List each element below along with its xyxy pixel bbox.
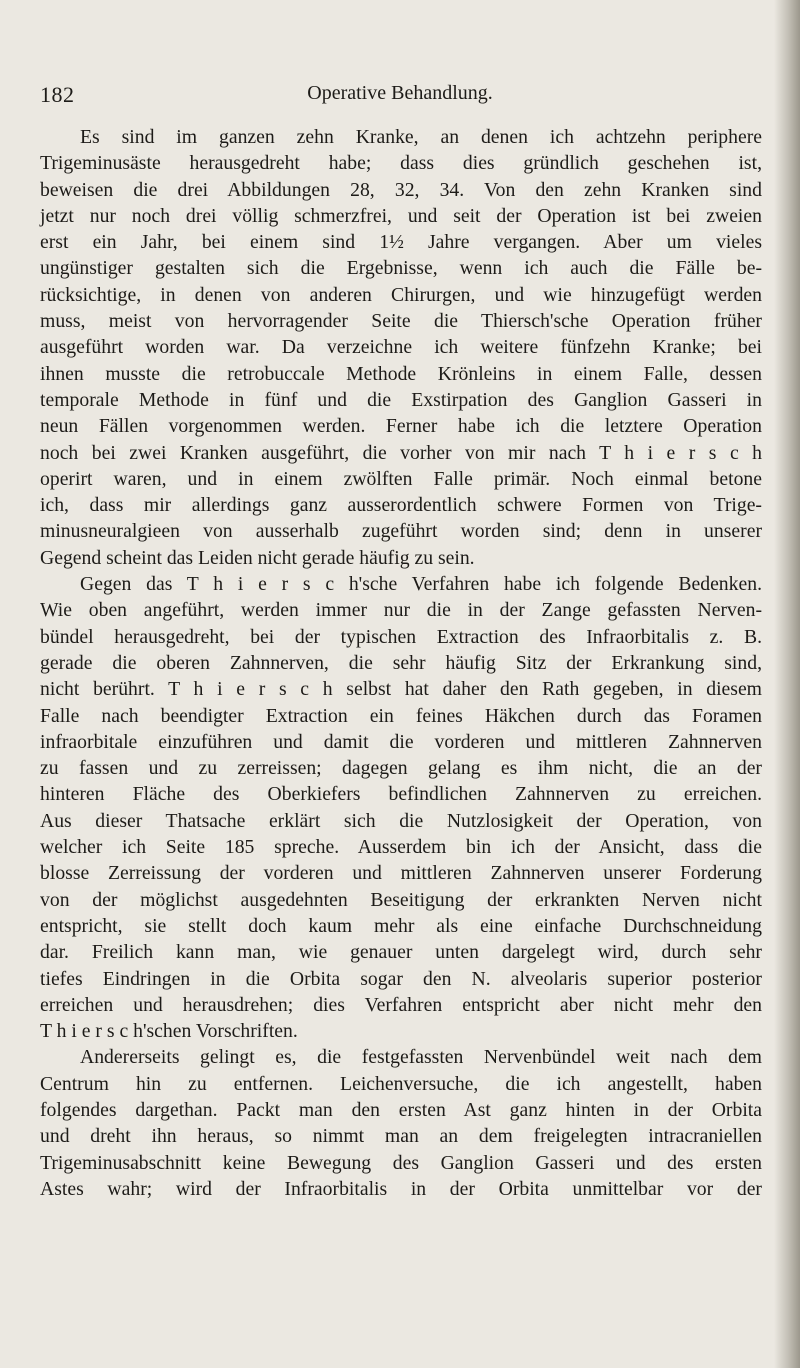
text-line: T h i e r s c h'schen Vorschriften.	[40, 1020, 298, 1043]
text-line: nicht berührt. T h i e r s c h selbst hat daher den Rath gegeben, in diesem	[40, 678, 762, 701]
text-line: von der möglichst ausgedehnten Beseitigung der erkrankten Nerven nicht	[40, 888, 762, 911]
text-line: welcher ich Seite 185 spreche. Ausserdem bin ich der Ansicht, dass die	[40, 836, 762, 859]
text-line: Gegend scheint das Leiden nicht gerade häufig zu sein.	[40, 546, 475, 569]
text-line: tiefes Eindringen in die Orbita sogar den N. alveolaris superior posterior	[40, 967, 762, 990]
text-line: gerade die oberen Zahnnerven, die sehr häufig Sitz der Erkrankung sind,	[40, 651, 762, 674]
text-line: minusneuralgieen von ausserhalb zugeführt worden sind; denn in unserer	[40, 520, 762, 543]
text-line: hinteren Fläche des Oberkiefers befindlichen Zahnnerven zu erreichen.	[40, 783, 762, 806]
body-text	[40, 124, 762, 1202]
text-line: muss, meist von hervorragender Seite die Thiersch'sche Operation früher	[40, 310, 762, 333]
text-line: blosse Zerreissung der vorderen und mittleren Zahnnerven unserer Forderung	[40, 862, 762, 885]
text-line: Falle nach beendigter Extraction ein feines Häkchen durch das Foramen	[40, 704, 762, 727]
page-header	[0, 82, 800, 112]
text-line: Gegen das T h i e r s c h'sche Verfahren habe ich folgende Bedenken.	[80, 573, 762, 596]
page-edge-shadow	[774, 0, 800, 1368]
text-line: noch bei zwei Kranken ausgeführt, die vorher von mir nach T h i e r s c h	[40, 441, 762, 464]
text-line: folgendes dargethan. Packt man den ersten Ast ganz hinten in der Orbita	[40, 1098, 762, 1121]
running-head: Operative Behandlung.	[307, 82, 493, 104]
text-line: Centrum hin zu entfernen. Leichenversuche, die ich angestellt, haben	[40, 1072, 762, 1095]
text-line: operirt waren, und in einem zwölften Falle primär. Noch einmal betone	[40, 467, 762, 490]
text-line: neun Fällen vorgenommen werden. Ferner habe ich die letztere Operation	[40, 415, 762, 438]
text-line: Aus dieser Thatsache erklärt sich die Nutzlosigkeit der Operation, von	[40, 809, 762, 832]
text-line: dar. Freilich kann man, wie genauer unten dargelegt wird, durch sehr	[40, 941, 762, 964]
text-line: ausgeführt worden war. Da verzeichne ich weitere fünfzehn Kranke; bei	[40, 336, 762, 359]
text-line: beweisen die drei Abbildungen 28, 32, 34. Von den zehn Kranken sind	[40, 178, 762, 201]
text-line: ungünstiger gestalten sich die Ergebnisse, wenn ich auch die Fälle be-	[40, 257, 762, 280]
text-line: bündel herausgedreht, bei der typischen Extraction des Infraorbitalis z. B.	[40, 625, 762, 648]
text-line: jetzt nur noch drei völlig schmerzfrei, und seit der Operation ist bei zweien	[40, 204, 762, 227]
text-line: erreichen und herausdrehen; dies Verfahren entspricht aber nicht mehr den	[40, 993, 762, 1016]
text-line: Astes wahr; wird der Infraorbitalis in der Orbita unmittelbar vor der	[40, 1177, 762, 1200]
text-line: temporale Methode in fünf und die Exstirpation des Ganglion Gasseri in	[40, 388, 762, 411]
text-line: Trigeminusabschnitt keine Bewegung des Ganglion Gasseri und des ersten	[40, 1151, 762, 1174]
text-line: Es sind im ganzen zehn Kranke, an denen ich achtzehn periphere	[80, 126, 762, 148]
text-line: Andererseits gelingt es, die festgefassten Nervenbündel weit nach dem	[80, 1046, 762, 1069]
text-line: erst ein Jahr, bei einem sind 1½ Jahre vergangen. Aber um vieles	[40, 231, 762, 254]
text-line: zu fassen und zu zerreissen; dagegen gelang es ihm nicht, die an der	[40, 757, 762, 780]
text-line: infraorbitale einzuführen und damit die vorderen und mittleren Zahnnerven	[40, 730, 762, 753]
text-line: Trigeminusäste herausgedreht habe; dass dies gründlich geschehen ist,	[40, 152, 762, 175]
text-line: entspricht, sie stellt doch kaum mehr als eine einfache Durchschneidung	[40, 914, 762, 937]
text-line: rücksichtige, in denen von anderen Chirurgen, und wie hinzugefügt werden	[40, 283, 762, 306]
text-line: ich, dass mir allerdings ganz ausserordentlich schwere Formen von Trige-	[40, 494, 762, 517]
text-line: ihnen musste die retrobuccale Methode Krönleins in einem Falle, dessen	[40, 362, 762, 385]
text-line: Wie oben angeführt, werden immer nur die in der Zange gefassten Nerven-	[40, 599, 762, 622]
text-line: und dreht ihn heraus, so nimmt man an dem freigelegten intracraniellen	[40, 1125, 762, 1148]
page-number: 182	[40, 82, 75, 107]
